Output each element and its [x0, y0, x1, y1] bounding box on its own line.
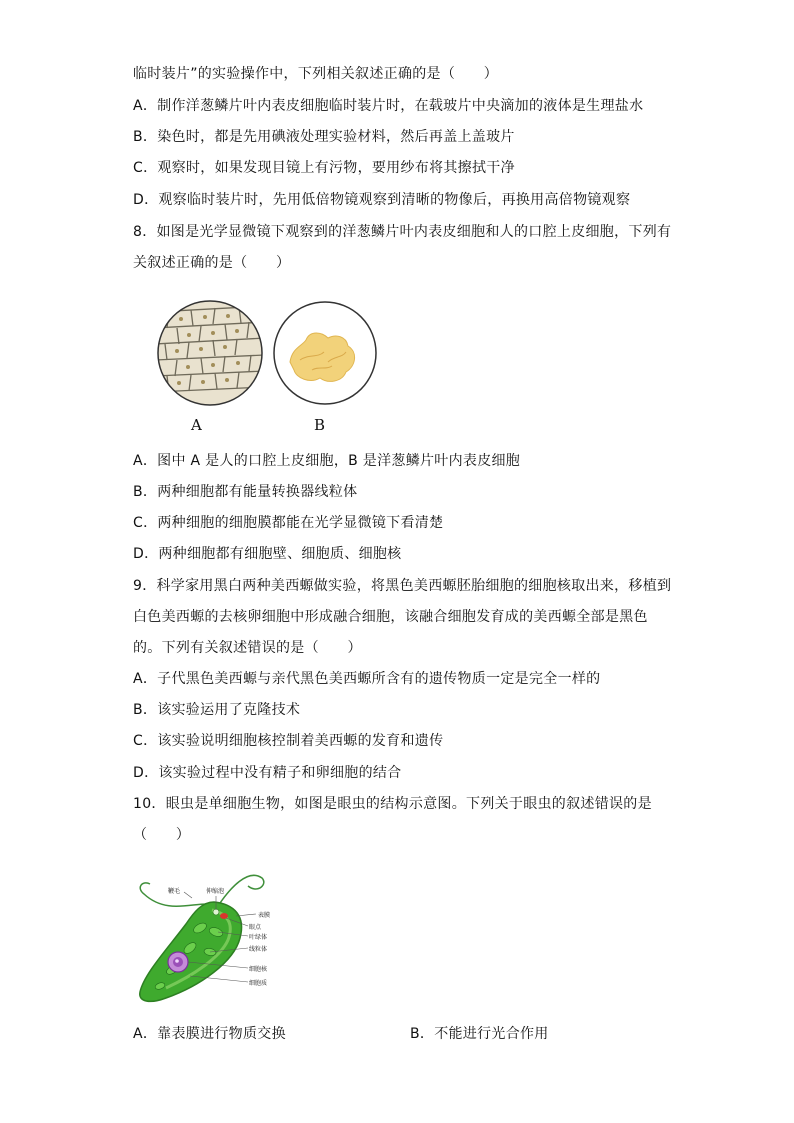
q8-option-b: B．两种细胞都有能量转换器线粒体 — [133, 484, 358, 500]
q8-option-d: D．两种细胞都有细胞壁、细胞质、细胞核 — [133, 546, 402, 562]
q7-option-d: D．观察临时装片时，先用低倍物镜观察到清晰的物像后，再换用高倍物镜观察 — [133, 192, 631, 208]
figure-label-b: B — [314, 416, 326, 434]
q10-stem-line-1: 10．眼虫是单细胞生物，如图是眼虫的结构示意图。下列关于眼虫的叙述错误的是 — [133, 796, 652, 812]
euglena-label-chloroplast: 叶绿体 — [249, 934, 268, 941]
q8-option-a: A．图中 A 是人的口腔上皮细胞，B 是洋葱鳞片叶内表皮细胞 — [133, 453, 521, 469]
q7-option-a: A．制作洋葱鳞片叶内表皮细胞临时装片时，在载玻片中央滴加的液体是生理盐水 — [133, 98, 644, 114]
q9-option-b: B．该实验运用了克隆技术 — [133, 702, 301, 718]
q7-stem-end: 临时装片”的实验操作中，下列相关叙述正确的是（ ） — [133, 66, 499, 82]
q9-stem-line-3: 的。下列有关叙述错误的是（ ） — [133, 640, 362, 656]
q8-stem-line-1: 8．如图是光学显微镜下观察到的洋葱鳞片叶内表皮细胞和人的口腔上皮细胞，下列有 — [133, 224, 672, 240]
q10-stem-line-2: （ ） — [133, 827, 191, 843]
q8-stem-line-2: 关叙述正确的是（ ） — [133, 255, 291, 271]
q9-stem-line-2: 白色美西螈的去核卵细胞中形成融合细胞，该融合细胞发育成的美西螈全部是黑色 — [133, 609, 648, 625]
euglena-label-flagellum: 鞭毛 — [168, 888, 181, 895]
onion-cell-figure — [155, 298, 265, 408]
euglena-label-nucleus: 细胞核 — [249, 966, 268, 973]
euglena-label-pellicle: 表膜 — [258, 912, 271, 919]
euglena-label-eyespot: 眼点 — [249, 924, 262, 931]
euglena-label-cytoplasm: 细胞质 — [249, 980, 268, 987]
q10-option-b: B．不能进行光合作用 — [410, 1026, 549, 1042]
cheek-cell-figure — [272, 300, 378, 406]
euglena-label-contractile-vacuole: 伸缩泡 — [206, 888, 225, 895]
q9-option-a: A．子代黑色美西螈与亲代黑色美西螈所含有的遗传物质一定是完全一样的 — [133, 671, 601, 687]
q9-option-d: D．该实验过程中没有精子和卵细胞的结合 — [133, 765, 402, 781]
q9-option-c: C．该实验说明细胞核控制着美西螈的发育和遗传 — [133, 733, 444, 749]
q7-option-b: B．染色时，都是先用碘液处理实验材料，然后再盖上盖玻片 — [133, 129, 515, 145]
q7-option-c: C．观察时，如果发现目镜上有污物，要用纱布将其擦拭干净 — [133, 160, 515, 176]
euglena-label-mitochondria: 线粒体 — [249, 946, 268, 953]
q8-option-c: C．两种细胞的细胞膜都能在光学显微镜下看清楚 — [133, 515, 444, 531]
figure-label-a: A — [191, 416, 202, 434]
q10-option-a: A．靠表膜进行物质交换 — [133, 1026, 286, 1042]
q9-stem-line-1: 9．科学家用黑白两种美西螈做实验，将黑色美西螈胚胎细胞的细胞核取出来，移植到 — [133, 578, 672, 594]
